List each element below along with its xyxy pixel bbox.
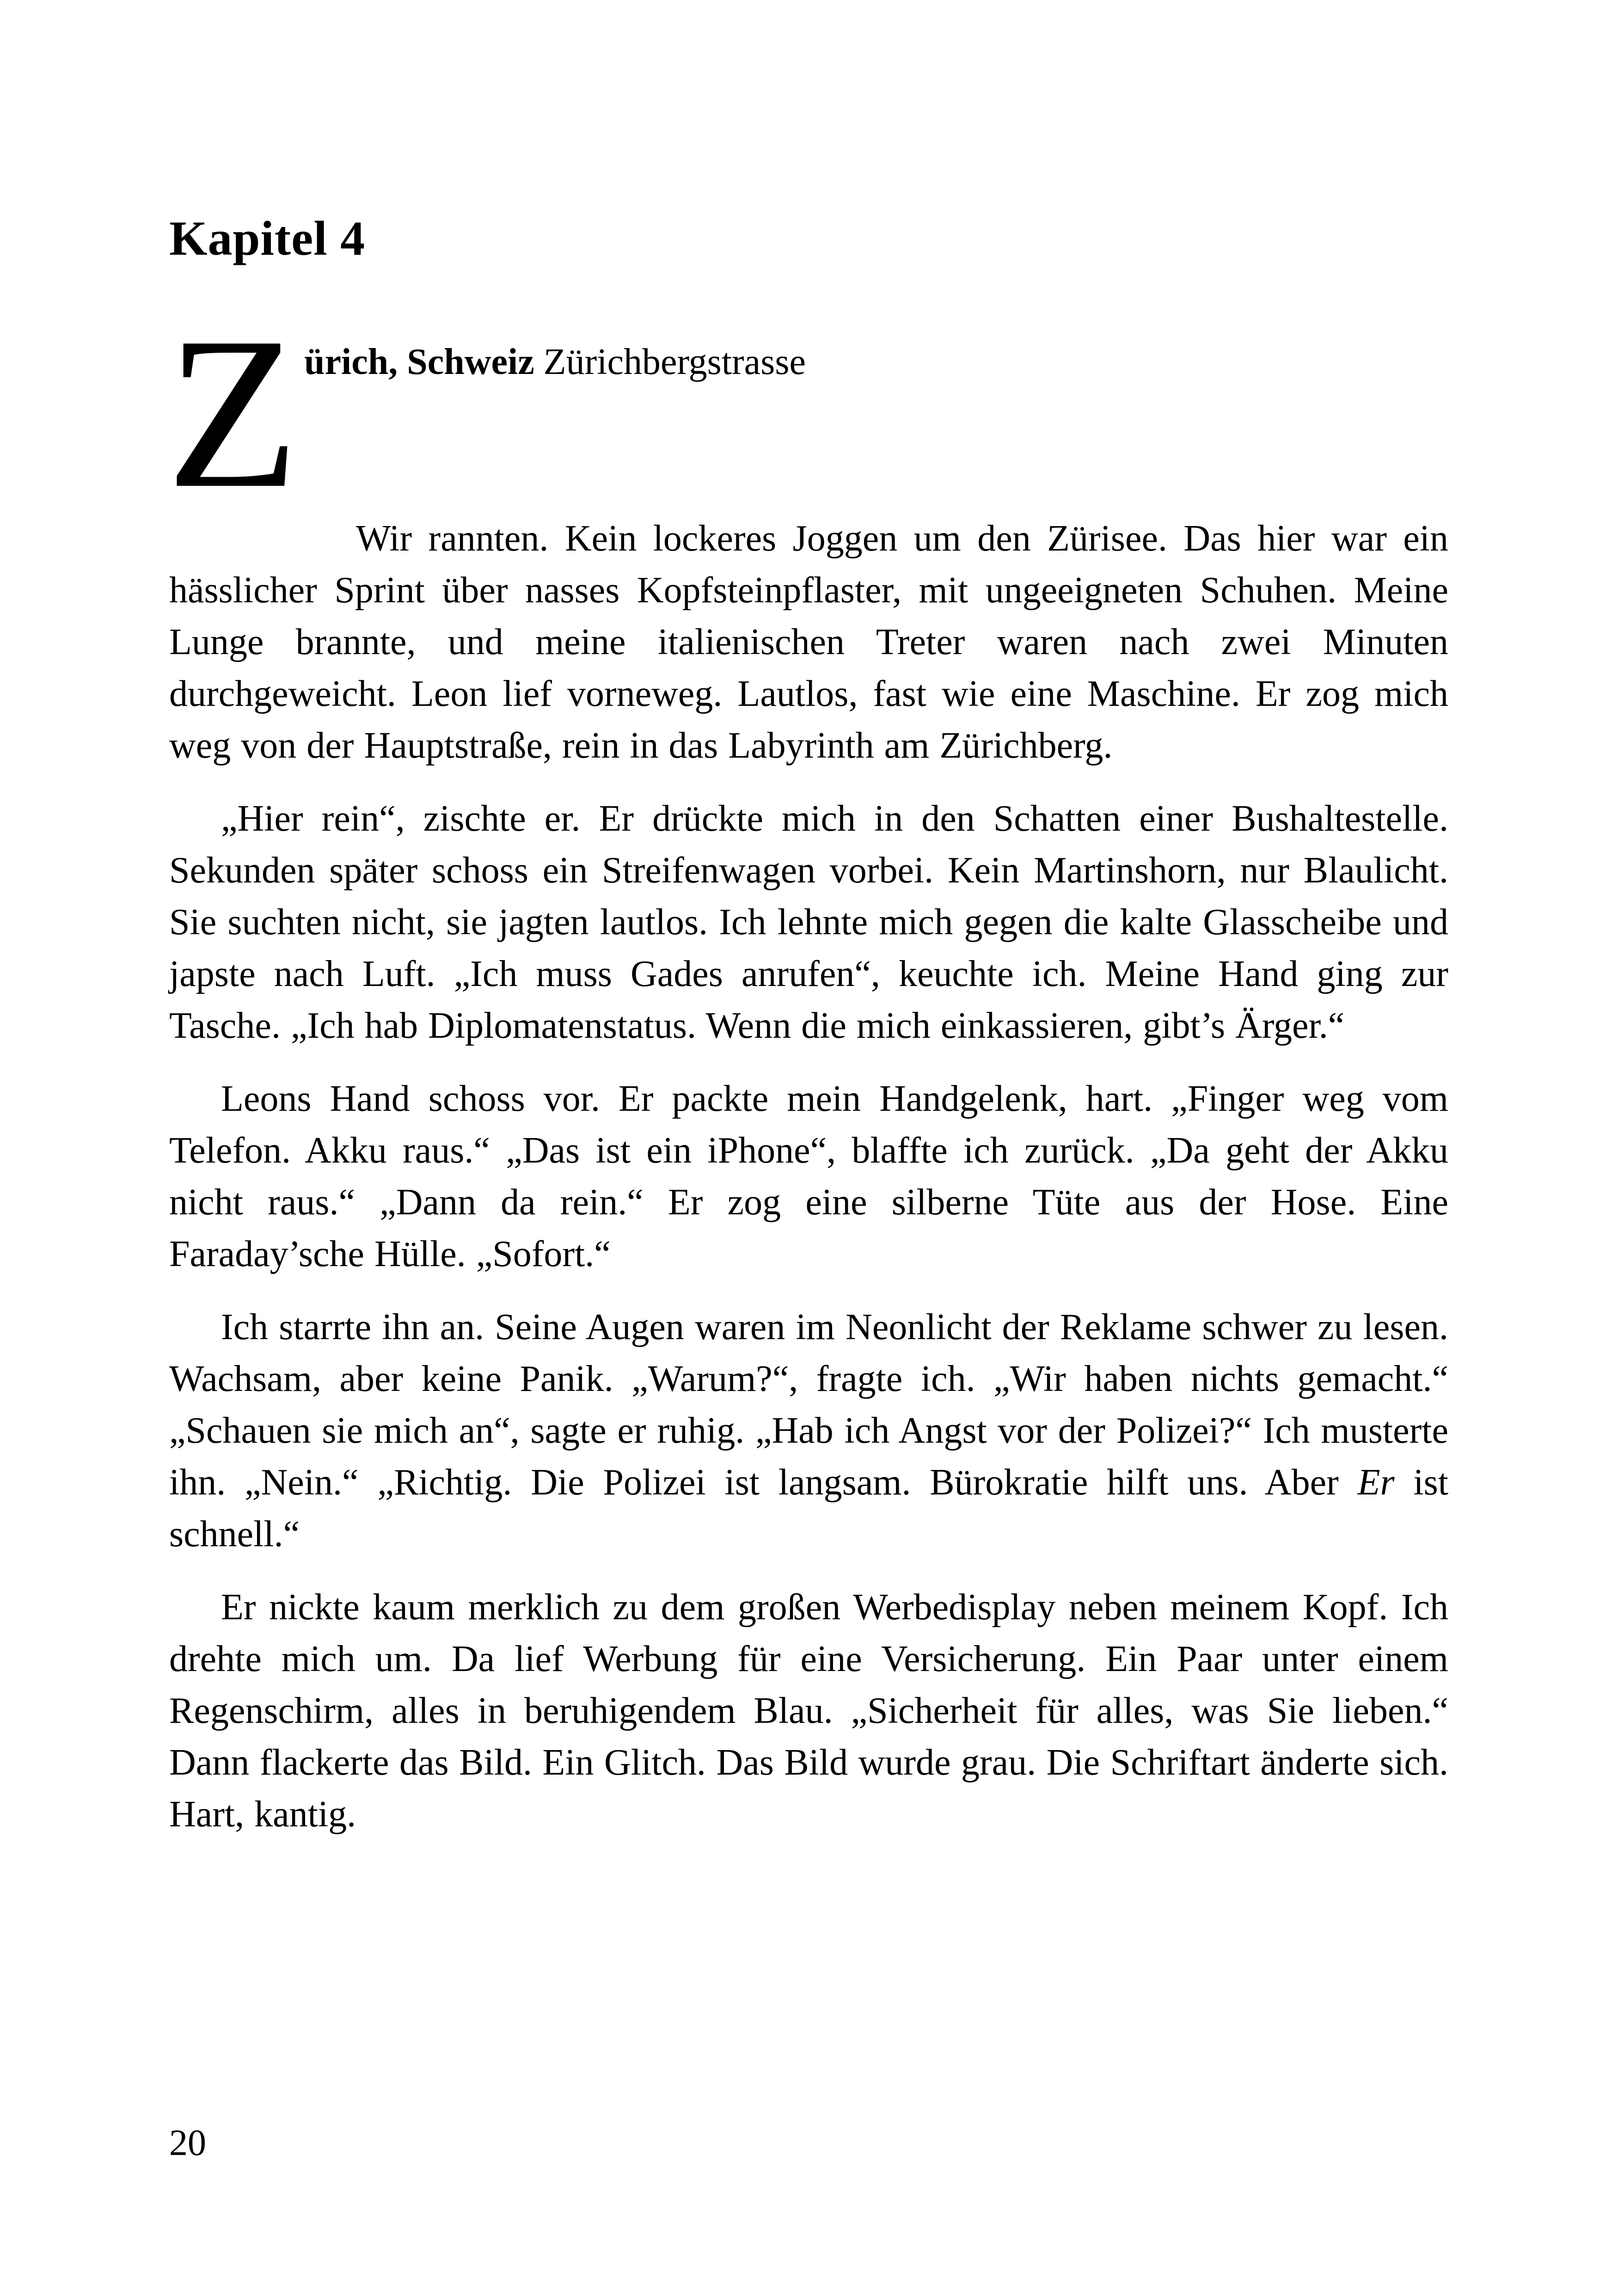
drop-cap: Z xyxy=(166,292,300,533)
paragraph-4-text: Ich starrte ihn an. Seine Augen waren im Neonlicht der Reklame schwer zu lesen. Wachsam, aber keine Panik. „Warum?“, fragte ich. „Wir haben nichts gemacht.“ „Schauen sie mich an“, sagte er ruhig. „Hab ich Angst vor der Polizei?“ Ich musterte ihn. „Nein.“ „Richtig. Die Polizei ist langsam. Bürokratie hilft uns. Aber xyxy=(169,1306,1448,1503)
paragraph-4-text-end: ist schnell.“ xyxy=(169,1462,1448,1555)
paragraph-4 xyxy=(169,1301,1448,1560)
paragraph-4-emphasis: Er xyxy=(1357,1462,1395,1503)
text-column xyxy=(166,0,1448,1840)
dateline-location: ürich, Schweiz xyxy=(304,341,534,382)
dateline xyxy=(169,336,1448,388)
dateline-street: Zürichbergstrasse xyxy=(534,341,806,382)
paragraph-2: „Hier rein“, zischte er. Er drückte mich in den Schatten einer Bushaltestelle. Sekunden später schoss ein Streifenwagen vorbei. Kein Martinshorn, nur Blaulicht. Sie suchten nicht, sie jagten lautlos. Ich lehnte mich gegen die kalte Glasscheibe und japste nach Luft. „Ich muss Gades anrufen“, keuchte ich. Meine Hand ging zur Tasche. „Ich hab Diplomatenstatus. Wenn die mich einkassieren, gibt’s Ärger.“ xyxy=(169,798,1448,1046)
paragraph-5: Er nickte kaum merklich zu dem großen Werbedisplay neben meinem Kopf. Ich drehte mich um. Da lief Werbung für eine Versicherung. Ein Paar unter einem Regenschirm, alles in beruhigendem Blau. „Sicherheit für alles, was Sie lieben.“ Dann flackerte das Bild. Ein Glitch. Das Bild wurde grau. Die Schriftart änderte sich. Hart, kantig. xyxy=(169,1586,1448,1835)
page-number: 20 xyxy=(169,2123,206,2163)
paragraph-1: Wir rannten. Kein lockeres Joggen um den Zürisee. Das hier war ein hässlicher Sprint über nasses Kopfsteinpflaster, mit ungeeigneten Schuhen. Meine Lunge brannte, und meine italienischen Treter waren nach zwei Minuten durchgeweicht. Leon lief vorneweg. Lautlos, fast wie eine Maschine. Er zog mich weg von der Hauptstraße, rein in das Labyrinth am Zürichberg. xyxy=(169,518,1448,766)
paragraph-3: Leons Hand schoss vor. Er packte mein Handgelenk, hart. „Finger weg vom Telefon. Akku raus.“ „Das ist ein iPhone“, blaffte ich zurück. „Da geht der Akku nicht raus.“ „Dann da rein.“ Er zog eine silberne Tüte aus der Hose. Eine Faraday’sche Hülle. „Sofort.“ xyxy=(169,1078,1448,1274)
chapter-title: Kapitel 4 xyxy=(169,211,366,265)
opening-section xyxy=(166,292,1448,771)
